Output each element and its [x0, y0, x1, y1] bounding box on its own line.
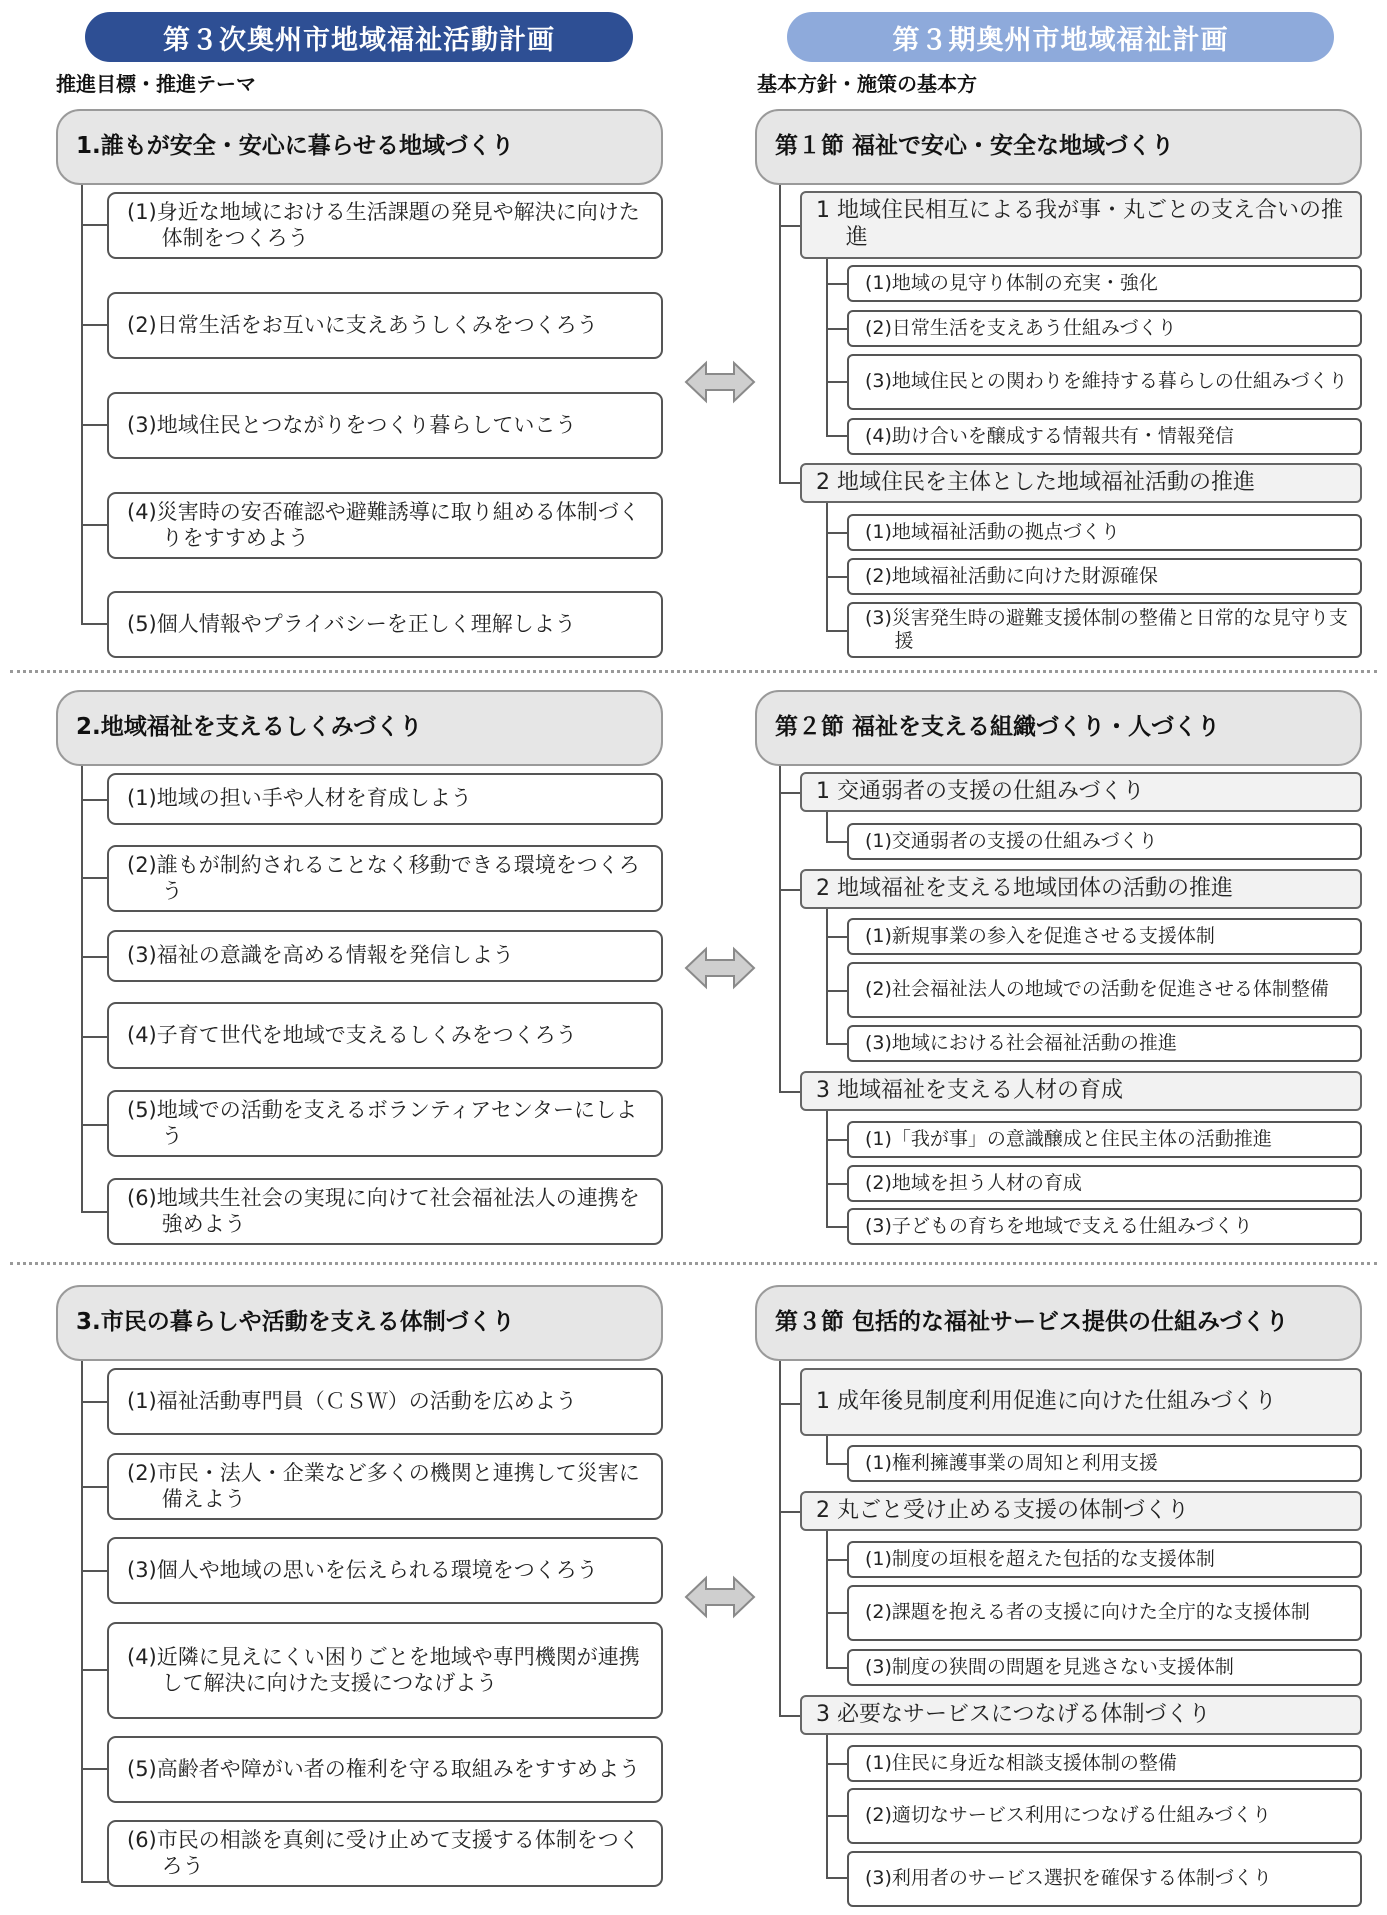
- measure-box: 3 地域福祉を支える人材の育成: [800, 1071, 1362, 1111]
- connector-line: [779, 1403, 801, 1405]
- connector-line: [826, 283, 848, 285]
- double-arrow-icon: [684, 359, 756, 405]
- connector-line: [81, 1570, 108, 1572]
- goal-heading: 2.地域福祉を支えるしくみづくり: [56, 690, 663, 766]
- sub-measure-box: (3)地域における社会福祉活動の推進: [847, 1025, 1362, 1062]
- measure-box: 1 成年後見制度利用促進に向けた仕組みづくり: [800, 1368, 1362, 1436]
- connector-line: [826, 812, 828, 842]
- connector-line: [81, 424, 108, 426]
- sub-measure-box: (2)社会福祉法人の地域での活動を促進させる体制整備: [847, 962, 1362, 1018]
- connector-line: [81, 799, 108, 801]
- theme-box: (3)福祉の意識を高める情報を発信しよう: [107, 930, 663, 982]
- sub-measure-box: (1)制度の垣根を超えた包括的な支援体制: [847, 1541, 1362, 1578]
- connector-line: [81, 324, 108, 326]
- connector-line: [826, 1667, 848, 1669]
- measure-box: 1 地域住民相互による我が事・丸ごとの支え合いの推進: [800, 191, 1362, 259]
- connector-line: [826, 1436, 828, 1464]
- connector-line: [779, 225, 801, 227]
- sub-measure-box: (1)住民に身近な相談支援体制の整備: [847, 1745, 1362, 1782]
- sub-measure-box: (2)地域を担う人材の育成: [847, 1165, 1362, 1202]
- connector-line: [81, 877, 108, 879]
- sub-measure-box: (2)地域福祉活動に向けた財源確保: [847, 558, 1362, 595]
- left-subtitle: 推進目標・推進テーマ: [56, 72, 256, 96]
- section-divider: [10, 1262, 1377, 1265]
- policy-heading: 第１節 福祉で安心・安全な地域づくり: [755, 109, 1362, 185]
- sub-measure-box: (1)地域福祉活動の拠点づくり: [847, 514, 1362, 551]
- connector-line: [779, 792, 801, 794]
- connector-line: [826, 1043, 848, 1045]
- connector-line: [826, 259, 828, 436]
- connector-line: [826, 1877, 848, 1879]
- theme-box: (5)個人情報やプライバシーを正しく理解しよう: [107, 591, 663, 658]
- theme-box: (5)地域での活動を支えるボランティアセンターにしよう: [107, 1090, 663, 1157]
- policy-heading: 第３節 包括的な福祉サービス提供の仕組みづくり: [755, 1285, 1362, 1361]
- sub-measure-box: (1)交通弱者の支援の仕組みづくり: [847, 823, 1362, 860]
- connector-line: [826, 1183, 848, 1185]
- theme-box: (2)誰もが制約されることなく移動できる環境をつくろう: [107, 845, 663, 912]
- sub-measure-box: (3)制度の狭間の問題を見逃さない支援体制: [847, 1649, 1362, 1686]
- sub-measure-box: (3)子どもの育ちを地域で支える仕組みづくり: [847, 1208, 1362, 1245]
- section-divider: [10, 670, 1377, 673]
- connector-line: [826, 909, 828, 1044]
- sub-measure-box: (4)助け合いを醸成する情報共有・情報発信: [847, 418, 1362, 455]
- connector-line: [826, 503, 828, 631]
- connector-line: [826, 1612, 848, 1614]
- connector-line: [826, 1531, 828, 1668]
- connector-line: [81, 1401, 108, 1403]
- double-arrow-icon: [684, 1574, 756, 1620]
- theme-box: (6)地域共生社会の実現に向けて社会福祉法人の連携を強めよう: [107, 1178, 663, 1245]
- connector-line: [826, 936, 848, 938]
- connector-line: [826, 1111, 828, 1227]
- connector-line: [779, 889, 801, 891]
- connector-line: [81, 1211, 108, 1213]
- connector-line: [826, 1139, 848, 1141]
- theme-box: (5)高齢者や障がい者の権利を守る取組みをすすめよう: [107, 1736, 663, 1803]
- connector-line: [826, 576, 848, 578]
- connector-line: [826, 435, 848, 437]
- connector-line: [826, 1763, 848, 1765]
- connector-line: [779, 1091, 801, 1093]
- theme-box: (1)福祉活動専門員（ＣＳＷ）の活動を広めよう: [107, 1368, 663, 1435]
- connector-line: [81, 956, 108, 958]
- theme-box: (2)日常生活をお互いに支えあうしくみをつくろう: [107, 292, 663, 359]
- sub-measure-box: (2)課題を抱える者の支援に向けた全庁的な支援体制: [847, 1585, 1362, 1641]
- sub-measure-box: (2)適切なサービス利用につなげる仕組みづくり: [847, 1788, 1362, 1844]
- theme-box: (4)子育て世代を地域で支えるしくみをつくろう: [107, 1002, 663, 1069]
- right-plan-title: 第３期奥州市地域福祉計画: [787, 12, 1334, 62]
- theme-box: (6)市民の相談を真剣に受け止めて支援する体制をつくろう: [107, 1820, 663, 1887]
- sub-measure-box: (1)地域の見守り体制の充実・強化: [847, 265, 1362, 302]
- measure-box: 3 必要なサービスにつなげる体制づくり: [800, 1695, 1362, 1735]
- right-subtitle: 基本方針・施策の基本方: [757, 72, 977, 96]
- goal-heading: 1.誰もが安全・安心に暮らせる地域づくり: [56, 109, 663, 185]
- connector-line: [826, 328, 848, 330]
- goal-heading: 3.市民の暮らしや活動を支える体制づくり: [56, 1285, 663, 1361]
- connector-line: [81, 1768, 108, 1770]
- connector-line: [779, 482, 801, 484]
- sub-measure-box: (2)日常生活を支えあう仕組みづくり: [847, 310, 1362, 347]
- connector-line: [826, 630, 848, 632]
- measure-box: 2 丸ごと受け止める支援の体制づくり: [800, 1491, 1362, 1531]
- left-plan-title: 第３次奥州市地域福祉活動計画: [85, 12, 633, 62]
- policy-heading: 第２節 福祉を支える組織づくり・人づくり: [755, 690, 1362, 766]
- connector-line: [81, 1361, 83, 1882]
- connector-line: [826, 841, 848, 843]
- connector-line: [779, 1511, 801, 1513]
- measure-box: 1 交通弱者の支援の仕組みづくり: [800, 772, 1362, 812]
- measure-box: 2 地域住民を主体とした地域福祉活動の推進: [800, 463, 1362, 503]
- connector-line: [81, 623, 108, 625]
- connector-line: [779, 1361, 781, 1716]
- theme-box: (2)市民・法人・企業など多くの機関と連携して災害に備えよう: [107, 1453, 663, 1520]
- theme-box: (3)地域住民とつながりをつくり暮らしていこう: [107, 392, 663, 459]
- connector-line: [826, 1815, 848, 1817]
- connector-line: [81, 1881, 108, 1883]
- theme-box: (3)個人や地域の思いを伝えられる環境をつくろう: [107, 1537, 663, 1604]
- double-arrow-icon: [684, 945, 756, 991]
- connector-line: [81, 1124, 108, 1126]
- sub-measure-box: (1)「我が事」の意識醸成と住民主体の活動推進: [847, 1121, 1362, 1158]
- connector-line: [81, 185, 83, 624]
- sub-measure-box: (3)災害発生時の避難支援体制の整備と日常的な見守り支援: [847, 602, 1362, 658]
- theme-box: (4)近隣に見えにくい困りごとを地域や専門機関が連携して解決に向けた支援につなげよう: [107, 1622, 663, 1719]
- connector-line: [81, 1036, 108, 1038]
- connector-line: [826, 381, 848, 383]
- connector-line: [779, 1715, 801, 1717]
- sub-measure-box: (3)地域住民との関わりを維持する暮らしの仕組みづくり: [847, 354, 1362, 410]
- theme-box: (1)身近な地域における生活課題の発見や解決に向けた体制をつくろう: [107, 192, 663, 259]
- connector-line: [81, 766, 83, 1212]
- sub-measure-box: (1)新規事業の参入を促進させる支援体制: [847, 918, 1362, 955]
- theme-box: (1)地域の担い手や人材を育成しよう: [107, 773, 663, 825]
- measure-box: 2 地域福祉を支える地域団体の活動の推進: [800, 869, 1362, 909]
- connector-line: [826, 1463, 848, 1465]
- connector-line: [779, 766, 781, 1092]
- connector-line: [826, 1559, 848, 1561]
- connector-line: [826, 990, 848, 992]
- theme-box: (4)災害時の安否確認や避難誘導に取り組める体制づくりをすすめよう: [107, 492, 663, 559]
- connector-line: [81, 524, 108, 526]
- connector-line: [826, 1735, 828, 1878]
- sub-measure-box: (3)利用者のサービス選択を確保する体制づくり: [847, 1851, 1362, 1907]
- connector-line: [779, 185, 781, 483]
- connector-line: [826, 1226, 848, 1228]
- sub-measure-box: (1)権利擁護事業の周知と利用支援: [847, 1445, 1362, 1482]
- connector-line: [81, 1486, 108, 1488]
- connector-line: [81, 1669, 108, 1671]
- connector-line: [81, 224, 108, 226]
- connector-line: [826, 532, 848, 534]
